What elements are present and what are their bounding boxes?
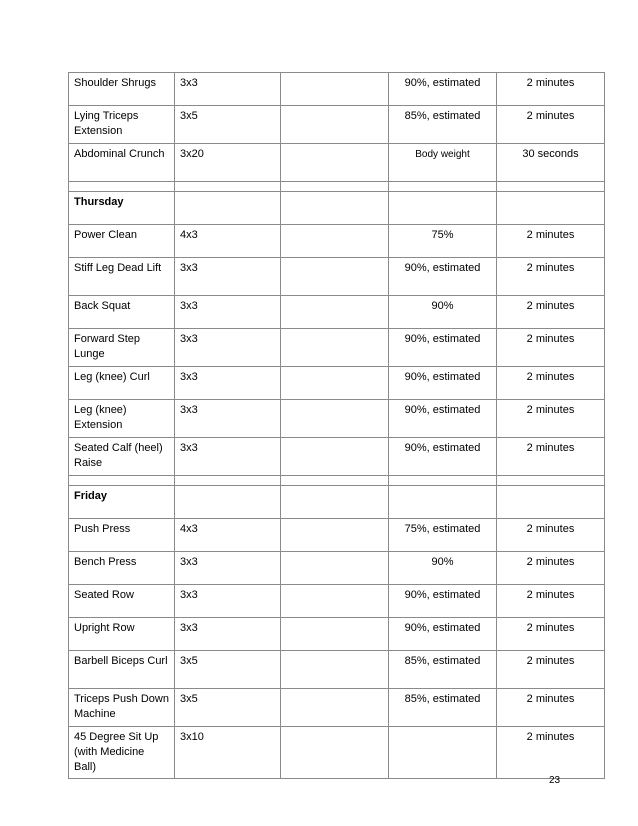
intensity-cell: 90%, estimated (389, 400, 497, 438)
day-header-row (69, 192, 605, 225)
table-row (69, 552, 605, 585)
rest-cell: 2 minutes (497, 552, 605, 585)
exercise-cell: Triceps Push Down Machine (69, 689, 175, 727)
spacer-cell (69, 182, 175, 192)
table-row (69, 144, 605, 182)
rest-cell: 2 minutes (497, 585, 605, 618)
spacer-cell (175, 476, 281, 486)
page-number: 23 (549, 775, 561, 786)
sets-reps-cell: 3x5 (175, 106, 281, 144)
intensity-cell (389, 727, 497, 779)
spacer-cell (175, 182, 281, 192)
workout-table-body (69, 73, 605, 779)
empty-cell (281, 192, 389, 225)
table-row (69, 651, 605, 689)
empty-cell (281, 225, 389, 258)
intensity-cell: 90%, estimated (389, 258, 497, 296)
spacer-cell (281, 476, 389, 486)
sets-reps-cell: 3x3 (175, 73, 281, 106)
intensity-cell: 90% (389, 552, 497, 585)
intensity-cell: 90%, estimated (389, 438, 497, 476)
table-row (69, 585, 605, 618)
empty-cell (497, 192, 605, 225)
exercise-cell: Back Squat (69, 296, 175, 329)
spacer-cell (281, 182, 389, 192)
sets-reps-cell: 3x3 (175, 400, 281, 438)
sets-reps-cell: 4x3 (175, 519, 281, 552)
table-spacer-row (69, 182, 605, 192)
empty-cell (281, 296, 389, 329)
sets-reps-cell: 3x10 (175, 727, 281, 779)
exercise-cell: Lying Triceps Extension (69, 106, 175, 144)
table-row (69, 106, 605, 144)
exercise-cell: Leg (knee) Extension (69, 400, 175, 438)
exercise-cell: 45 Degree Sit Up (with Medicine Ball) (69, 727, 175, 779)
table-row (69, 438, 605, 476)
intensity-cell: 75%, estimated (389, 519, 497, 552)
table-row (69, 727, 605, 779)
rest-cell: 2 minutes (497, 367, 605, 400)
intensity-cell: 90% (389, 296, 497, 329)
table-spacer-row (69, 476, 605, 486)
empty-cell (281, 73, 389, 106)
exercise-cell: Upright Row (69, 618, 175, 651)
empty-cell (175, 486, 281, 519)
rest-cell: 2 minutes (497, 618, 605, 651)
rest-cell: 2 minutes (497, 225, 605, 258)
empty-cell (281, 400, 389, 438)
sets-reps-cell: 3x3 (175, 585, 281, 618)
table-row (69, 225, 605, 258)
empty-cell (281, 438, 389, 476)
empty-cell (281, 689, 389, 727)
table-row (69, 618, 605, 651)
table-row (69, 258, 605, 296)
rest-cell: 2 minutes (497, 258, 605, 296)
spacer-cell (69, 476, 175, 486)
exercise-cell: Seated Row (69, 585, 175, 618)
rest-cell: 2 minutes (497, 400, 605, 438)
day-header: Thursday (69, 192, 175, 225)
rest-cell: 30 seconds (497, 144, 605, 182)
empty-cell (281, 106, 389, 144)
empty-cell (281, 618, 389, 651)
rest-cell: 2 minutes (497, 296, 605, 329)
day-header-row (69, 486, 605, 519)
spacer-cell (497, 476, 605, 486)
sets-reps-cell: 3x3 (175, 552, 281, 585)
rest-cell: 2 minutes (497, 329, 605, 367)
empty-cell (281, 585, 389, 618)
exercise-cell: Bench Press (69, 552, 175, 585)
empty-cell (281, 144, 389, 182)
empty-cell (389, 192, 497, 225)
intensity-cell: 90%, estimated (389, 73, 497, 106)
intensity-cell: 85%, estimated (389, 106, 497, 144)
exercise-cell: Shoulder Shrugs (69, 73, 175, 106)
intensity-cell: 85%, estimated (389, 689, 497, 727)
rest-cell: 2 minutes (497, 106, 605, 144)
empty-cell (281, 552, 389, 585)
sets-reps-cell: 3x3 (175, 258, 281, 296)
sets-reps-cell: 4x3 (175, 225, 281, 258)
intensity-cell: 85%, estimated (389, 651, 497, 689)
intensity-cell: 90%, estimated (389, 367, 497, 400)
exercise-cell: Forward Step Lunge (69, 329, 175, 367)
table-row (69, 296, 605, 329)
exercise-cell: Push Press (69, 519, 175, 552)
exercise-cell: Leg (knee) Curl (69, 367, 175, 400)
rest-cell: 2 minutes (497, 73, 605, 106)
exercise-cell: Stiff Leg Dead Lift (69, 258, 175, 296)
sets-reps-cell: 3x3 (175, 329, 281, 367)
empty-cell (281, 727, 389, 779)
empty-cell (281, 367, 389, 400)
empty-cell (281, 486, 389, 519)
rest-cell: 2 minutes (497, 651, 605, 689)
rest-cell: 2 minutes (497, 727, 605, 779)
rest-cell: 2 minutes (497, 438, 605, 476)
table-row (69, 519, 605, 552)
sets-reps-cell: 3x5 (175, 689, 281, 727)
table-row (69, 73, 605, 106)
intensity-cell: Body weight (389, 144, 497, 182)
empty-cell (175, 192, 281, 225)
empty-cell (281, 258, 389, 296)
rest-cell: 2 minutes (497, 689, 605, 727)
rest-cell: 2 minutes (497, 519, 605, 552)
day-header: Friday (69, 486, 175, 519)
empty-cell (281, 329, 389, 367)
table-row (69, 367, 605, 400)
spacer-cell (497, 182, 605, 192)
intensity-cell: 90%, estimated (389, 329, 497, 367)
intensity-cell: 75% (389, 225, 497, 258)
sets-reps-cell: 3x5 (175, 651, 281, 689)
intensity-cell: 90%, estimated (389, 618, 497, 651)
empty-cell (389, 486, 497, 519)
exercise-cell: Power Clean (69, 225, 175, 258)
exercise-cell: Seated Calf (heel) Raise (69, 438, 175, 476)
empty-cell (497, 486, 605, 519)
empty-cell (281, 651, 389, 689)
spacer-cell (389, 182, 497, 192)
table-row (69, 329, 605, 367)
exercise-cell: Abdominal Crunch (69, 144, 175, 182)
sets-reps-cell: 3x3 (175, 618, 281, 651)
sets-reps-cell: 3x3 (175, 296, 281, 329)
exercise-cell: Barbell Biceps Curl (69, 651, 175, 689)
table-row (69, 689, 605, 727)
table-row (69, 400, 605, 438)
intensity-cell: 90%, estimated (389, 585, 497, 618)
sets-reps-cell: 3x3 (175, 367, 281, 400)
workout-table (68, 72, 605, 779)
spacer-cell (389, 476, 497, 486)
sets-reps-cell: 3x3 (175, 438, 281, 476)
sets-reps-cell: 3x20 (175, 144, 281, 182)
empty-cell (281, 519, 389, 552)
